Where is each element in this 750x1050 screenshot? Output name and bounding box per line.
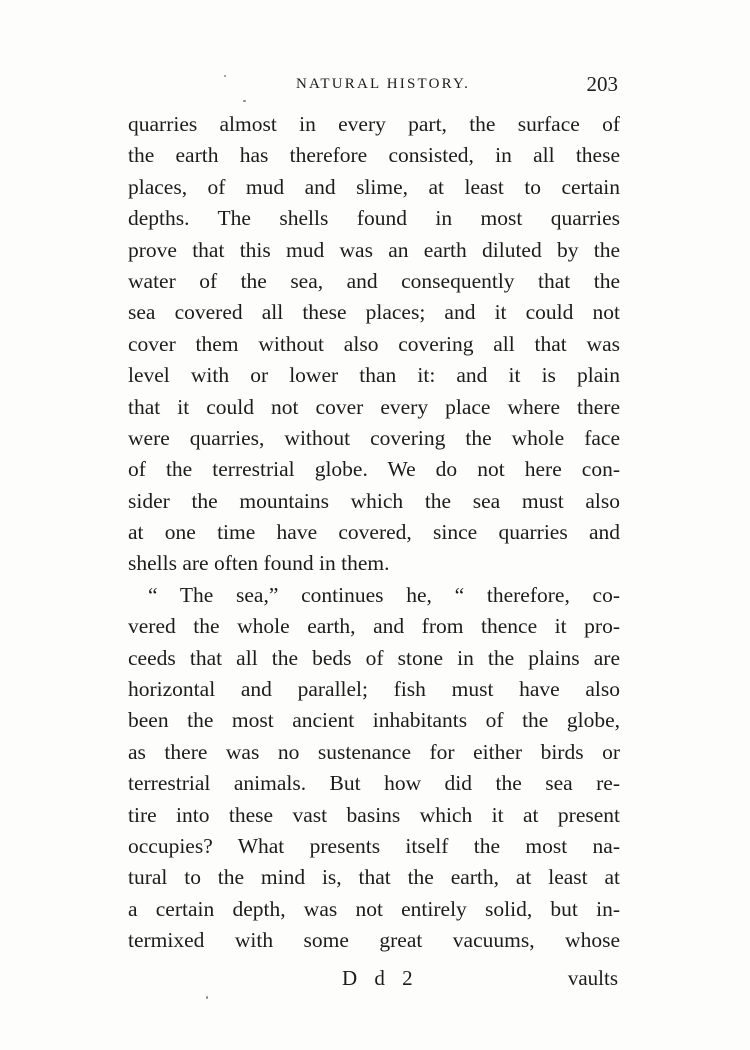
text-line: “ The sea,” continues he, “ therefore, co- (148, 582, 620, 607)
page-footer (128, 966, 620, 998)
text-line: been the most ancient inhabitants of the globe, (128, 708, 620, 733)
text-line: tural to the mind is, that the earth, at least at (128, 865, 620, 890)
text-line: terrestrial animals. But how did the sea re- (128, 771, 620, 796)
running-title: NATURAL HISTORY. (295, 76, 471, 92)
text-line: occupies? What presents itself the most na- (128, 833, 620, 858)
text-line: at one time have covered, since quarries and (128, 520, 620, 545)
text-line: sea covered all these places; and it could not (128, 300, 620, 325)
catchword: vaults (567, 966, 618, 990)
paper-speck (243, 100, 246, 102)
text-line: ceeds that all the beds of stone in the plains are (128, 645, 620, 670)
text-line: the earth has therefore consisted, in all these (128, 143, 620, 168)
running-head (128, 72, 620, 102)
text-line: sider the mountains which the sea must also (128, 488, 620, 513)
signature-mark: D d 2 (342, 966, 419, 990)
text-line: tire into these vast basins which it at present (128, 802, 620, 827)
paper-speck (206, 996, 208, 999)
text-line: prove that this mud was an earth diluted by the (128, 237, 620, 262)
text-line: shells are often found in them. (128, 551, 390, 576)
text-line: a certain depth, was not entirely solid, but in- (128, 896, 620, 921)
text-line: of the terrestrial globe. We do not here con- (128, 457, 620, 482)
text-line: as there was no sustenance for either birds or (128, 739, 620, 764)
text-line: places, of mud and slime, at least to certain (128, 174, 620, 199)
text-line: water of the sea, and consequently that the (128, 268, 620, 293)
page-number: 203 (586, 72, 618, 96)
text-line: were quarries, without covering the whole face (128, 425, 620, 450)
text-line: cover them without also covering all that was (128, 331, 620, 356)
paper-speck (224, 75, 226, 77)
text-line: vered the whole earth, and from thence it pro- (128, 614, 620, 639)
text-line: that it could not cover every place where there (128, 394, 620, 419)
text-line: horizontal and parallel; fish must have also (128, 677, 620, 702)
text-line: quarries almost in every part, the surface of (128, 112, 620, 136)
text-line: level with or lower than it: and it is plain (128, 363, 620, 388)
body-text (128, 109, 620, 957)
text-line: termixed with some great vacuums, whose (128, 928, 620, 953)
text-line: depths. The shells found in most quarries (128, 206, 620, 231)
